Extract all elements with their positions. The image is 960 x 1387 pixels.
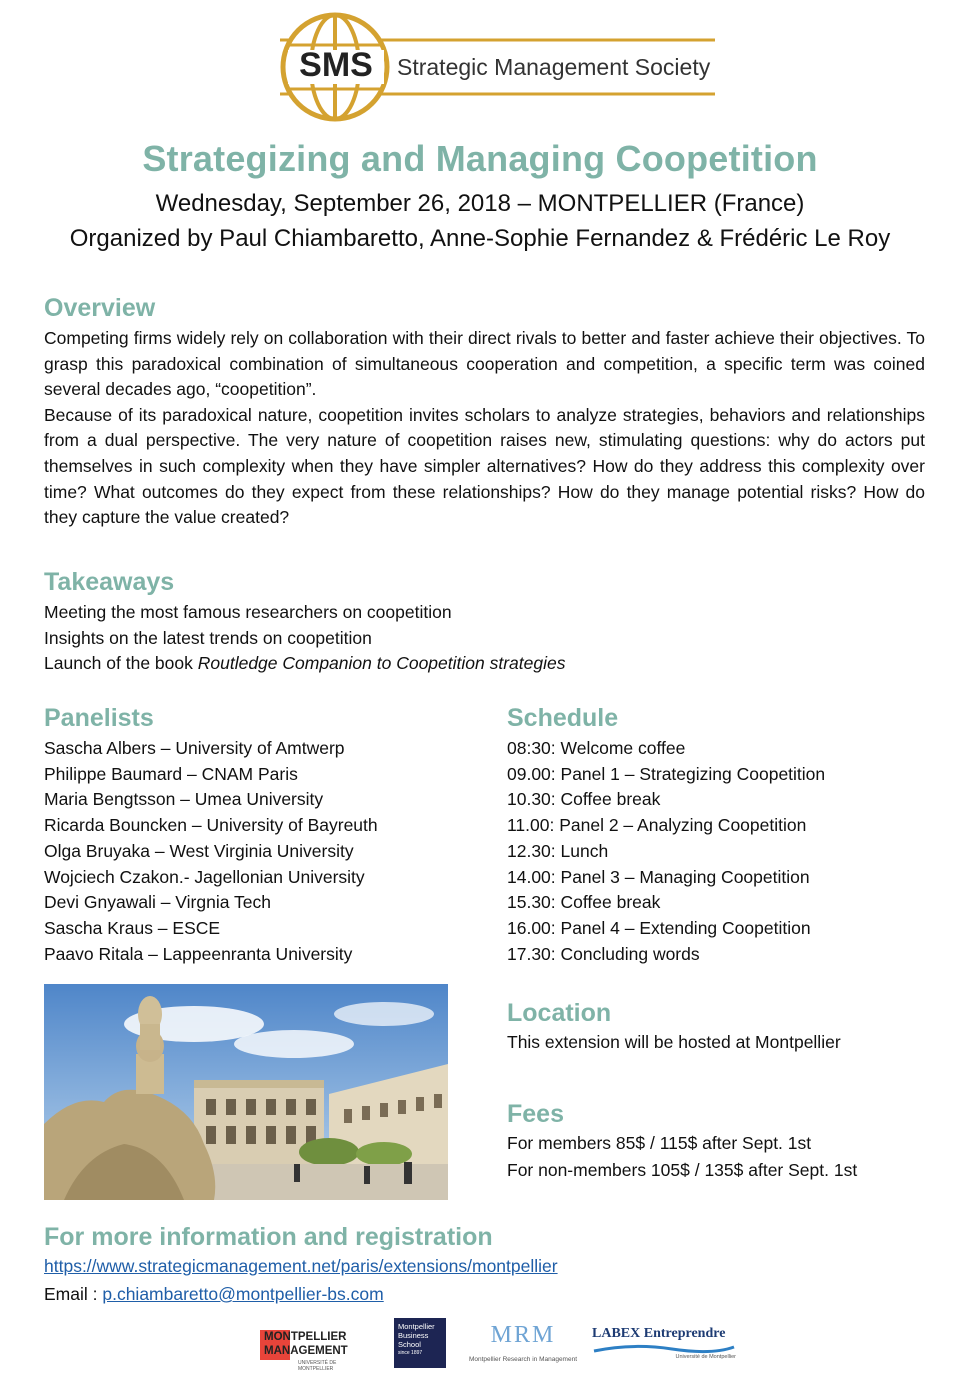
- list-item: Meeting the most famous researchers on coopetition: [44, 602, 452, 622]
- montpellier-photo: [44, 984, 448, 1200]
- list-item: 15.30: Coffee break: [507, 892, 661, 913]
- list-item: 14.00: Panel 3 – Managing Coopetition: [507, 866, 810, 887]
- list-item: 16.00: Panel 4 – Extending Coopetition: [507, 917, 811, 938]
- list-item: 10.30: Coffee break: [507, 789, 661, 810]
- list-item: Wojciech Czakon.- Jagellonian University: [44, 866, 365, 887]
- montpellier-management-logo: [260, 1318, 372, 1372]
- mm-sub: UNIVERSITÉ DE MONTPELLIER: [298, 1360, 337, 1372]
- labex-name: LABEX Entreprendre: [592, 1326, 726, 1341]
- mbs-line3: School: [398, 1340, 421, 1349]
- fee-non-members: For non-members 105$ / 135$ after Sept. 1st: [507, 1160, 858, 1180]
- list-item: Devi Gnyawali – Virgnia Tech: [44, 892, 271, 913]
- takeaways-list: [44, 600, 924, 677]
- list-item: Paavo Ritala – Lappeenranta University: [44, 943, 353, 964]
- overview-paragraph: Competing firms widely rely on collaboration with their direct rivals to better and faster achieve their objectives. To grasp this paradoxical combination of simultaneous cooperation and competition, a specific term was coined several decades ago, “coopetition”.: [44, 328, 925, 400]
- page-title: Strategizing and Managing Coopetition: [142, 138, 818, 179]
- list-item: Philippe Baumard – CNAM Paris: [44, 763, 298, 784]
- list-item: Sascha Albers – University of Amtwerp: [44, 738, 345, 758]
- overview-body: [44, 326, 925, 531]
- schedule-list: [507, 736, 927, 967]
- list-item: Ricarda Bouncken – University of Bayreuth: [44, 815, 378, 836]
- registration-link[interactable]: https://www.strategicmanagement.net/paris/extensions/montpellier: [44, 1256, 558, 1276]
- logo-name: Strategic Management Society: [397, 54, 711, 80]
- event-date-line: Wednesday, September 26, 2018 – MONTPELLIER (France): [155, 190, 805, 217]
- sms-logo: [270, 12, 720, 122]
- overview-paragraph: Because of its paradoxical nature, coopetition invites scholars to analyze strategies, behaviors and relationships from a dual perspective. The very nature of coopetition raises new, stimulating questions: why do actors put themselves in such complexity when they have simpler alternatives? How do they address this complexity over time? What outcomes do they expect from these relationships? How do they manage potential risks? How do they capture the value created?: [44, 404, 925, 528]
- mm-line2: MANAGEMENT: [264, 1345, 348, 1357]
- logo-acronym: SMS: [299, 46, 373, 84]
- list-item: 17.30: Concluding words: [507, 943, 700, 964]
- panelists-list: [44, 736, 484, 967]
- book-title: Routledge Companion to Coopetition strategies: [197, 653, 566, 674]
- mbs-line2: Business: [398, 1331, 429, 1340]
- list-item: Maria Bengtsson – Umea University: [44, 789, 324, 810]
- list-item: 09.00: Panel 1 – Strategizing Coopetition: [507, 763, 826, 784]
- book-prefix: Launch of the book: [44, 653, 198, 674]
- mrm-logo: [464, 1318, 582, 1368]
- list-item: Insights on the latest trends on coopetition: [44, 627, 372, 648]
- panelists-heading: Panelists: [44, 704, 154, 732]
- labex-logo: [592, 1318, 736, 1368]
- takeaways-heading: Takeaways: [44, 568, 175, 596]
- location-text: This extension will be hosted at Montpellier: [507, 1032, 841, 1052]
- list-item: [44, 651, 924, 677]
- list-item: 08:30: Welcome coffee: [507, 738, 686, 758]
- mbs-line1: Montpellier: [398, 1322, 435, 1331]
- list-item: 11.00: Panel 2 – Analyzing Coopetition: [507, 815, 807, 836]
- email-line: [44, 1282, 384, 1308]
- list-item: Olga Bruyaka – West Virginia University: [44, 840, 354, 861]
- overview-heading: Overview: [44, 294, 156, 322]
- location-heading: Location: [507, 999, 612, 1027]
- labex-sub: Université de Montpellier: [675, 1354, 736, 1360]
- organizers-line: Organized by Paul Chiambaretto, Anne-Sophie Fernandez & Frédéric Le Roy: [69, 225, 891, 252]
- mm-line1: MONTPELLIER: [264, 1331, 347, 1343]
- fee-members: For members 85$ / 115$ after Sept. 1st: [507, 1133, 812, 1153]
- mrm-acronym: MRM: [490, 1322, 556, 1348]
- fees-heading: Fees: [507, 1100, 564, 1128]
- email-label: Email :: [44, 1284, 103, 1304]
- list-item: 12.30: Lunch: [507, 840, 609, 861]
- list-item: Sascha Kraus – ESCE: [44, 917, 221, 938]
- mbs-since: since 1897: [398, 1350, 423, 1356]
- info-heading: For more information and registration: [44, 1223, 493, 1251]
- mbs-logo: [394, 1318, 446, 1368]
- mrm-name: Montpellier Research in Management: [468, 1356, 578, 1363]
- schedule-heading: Schedule: [507, 704, 619, 732]
- email-link[interactable]: p.chiambaretto@montpellier-bs.com: [102, 1284, 384, 1304]
